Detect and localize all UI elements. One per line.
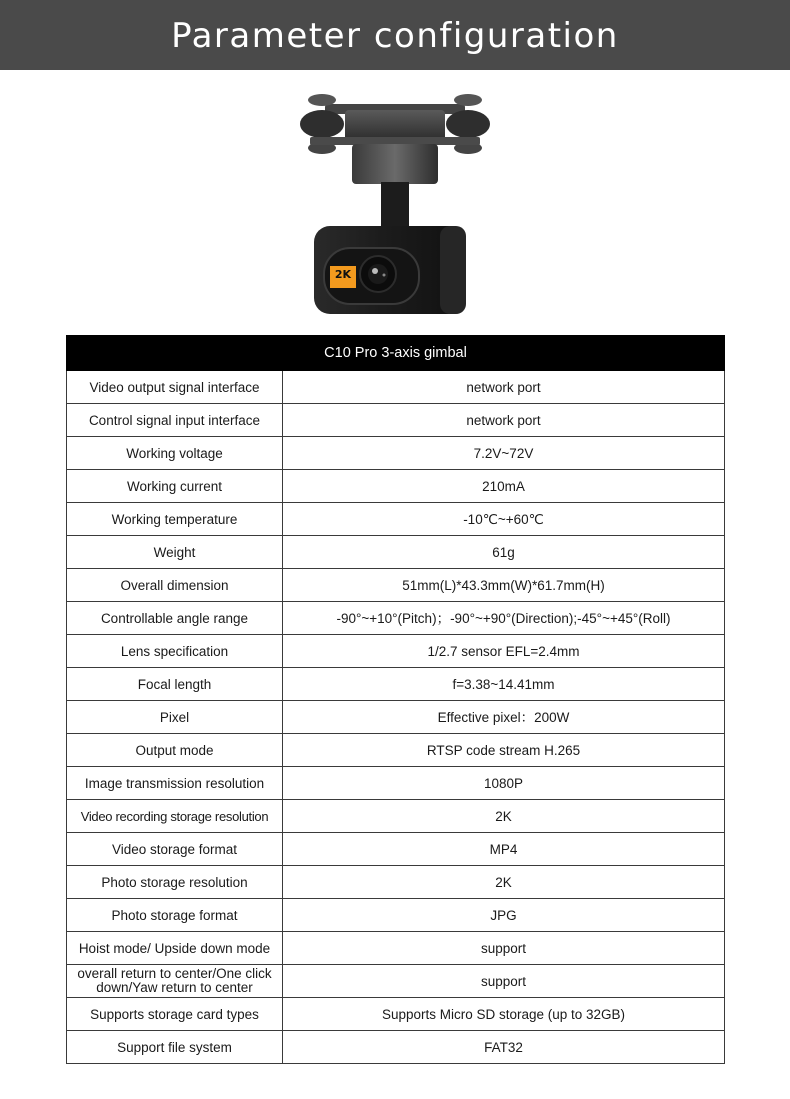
table-row — [67, 470, 725, 503]
table-row — [67, 701, 725, 734]
table-row — [67, 734, 725, 767]
spec-label: Working temperature — [67, 503, 283, 536]
spec-table-title: C10 Pro 3-axis gimbal — [67, 336, 725, 371]
spec-value: 7.2V~72V — [283, 437, 725, 470]
table-row — [67, 437, 725, 470]
spec-table-header — [67, 336, 725, 371]
spec-label: Weight — [67, 536, 283, 569]
spec-value: 51mm(L)*43.3mm(W)*61.7mm(H) — [283, 569, 725, 602]
table-row — [67, 998, 725, 1031]
spec-value: network port — [283, 371, 725, 404]
spec-label: Output mode — [67, 734, 283, 767]
spec-label: Controllable angle range — [67, 602, 283, 635]
spec-label: Working current — [67, 470, 283, 503]
spec-label: Video recording storage resolution — [67, 800, 283, 833]
table-row — [67, 371, 725, 404]
spec-value: 1080P — [283, 767, 725, 800]
spec-value: Effective pixel：200W — [283, 701, 725, 734]
table-row — [67, 503, 725, 536]
spec-table — [66, 335, 725, 1064]
spec-value: 1/2.7 sensor EFL=2.4mm — [283, 635, 725, 668]
spec-value: support — [283, 932, 725, 965]
spec-value: 2K — [283, 800, 725, 833]
product-image — [290, 82, 500, 322]
table-row — [67, 668, 725, 701]
spec-label: Supports storage card types — [67, 998, 283, 1031]
spec-value: FAT32 — [283, 1031, 725, 1064]
spec-value: f=3.38~14.41mm — [283, 668, 725, 701]
page-title: Parameter configuration — [171, 16, 619, 56]
spec-value: -10℃~+60℃ — [283, 503, 725, 536]
spec-label: Photo storage resolution — [67, 866, 283, 899]
page-banner — [0, 0, 790, 70]
gimbal-camera-illustration — [290, 82, 500, 322]
spec-label: Lens specification — [67, 635, 283, 668]
spec-value: network port — [283, 404, 725, 437]
spec-value: RTSP code stream H.265 — [283, 734, 725, 767]
spec-label: Image transmission resolution — [67, 767, 283, 800]
spec-value: support — [283, 965, 725, 998]
spec-label: Focal length — [67, 668, 283, 701]
spec-label: Pixel — [67, 701, 283, 734]
table-row — [67, 404, 725, 437]
table-row — [67, 899, 725, 932]
spec-label: Control signal input interface — [67, 404, 283, 437]
table-row — [67, 800, 725, 833]
table-row — [67, 833, 725, 866]
spec-label: overall return to center/One click down/Yaw return to center — [67, 965, 283, 998]
spec-label: Hoist mode/ Upside down mode — [67, 932, 283, 965]
table-row — [67, 536, 725, 569]
spec-value: 210mA — [283, 470, 725, 503]
spec-value: 2K — [283, 866, 725, 899]
table-row — [67, 635, 725, 668]
spec-label: Support file system — [67, 1031, 283, 1064]
spec-label: Overall dimension — [67, 569, 283, 602]
table-row — [67, 569, 725, 602]
spec-value: -90°~+10°(Pitch)；-90°~+90°(Direction);-45°~+45°(Roll) — [283, 602, 725, 635]
spec-value: MP4 — [283, 833, 725, 866]
spec-value: Supports Micro SD storage (up to 32GB) — [283, 998, 725, 1031]
table-row — [67, 965, 725, 998]
spec-value: 61g — [283, 536, 725, 569]
spec-label: Video output signal interface — [67, 371, 283, 404]
svg-text:2K: 2K — [334, 268, 352, 281]
spec-value: JPG — [283, 899, 725, 932]
table-row — [67, 866, 725, 899]
table-row — [67, 767, 725, 800]
table-row — [67, 602, 725, 635]
table-row — [67, 1031, 725, 1064]
spec-label: Photo storage format — [67, 899, 283, 932]
table-row — [67, 932, 725, 965]
spec-label: Video storage format — [67, 833, 283, 866]
spec-label: Working voltage — [67, 437, 283, 470]
